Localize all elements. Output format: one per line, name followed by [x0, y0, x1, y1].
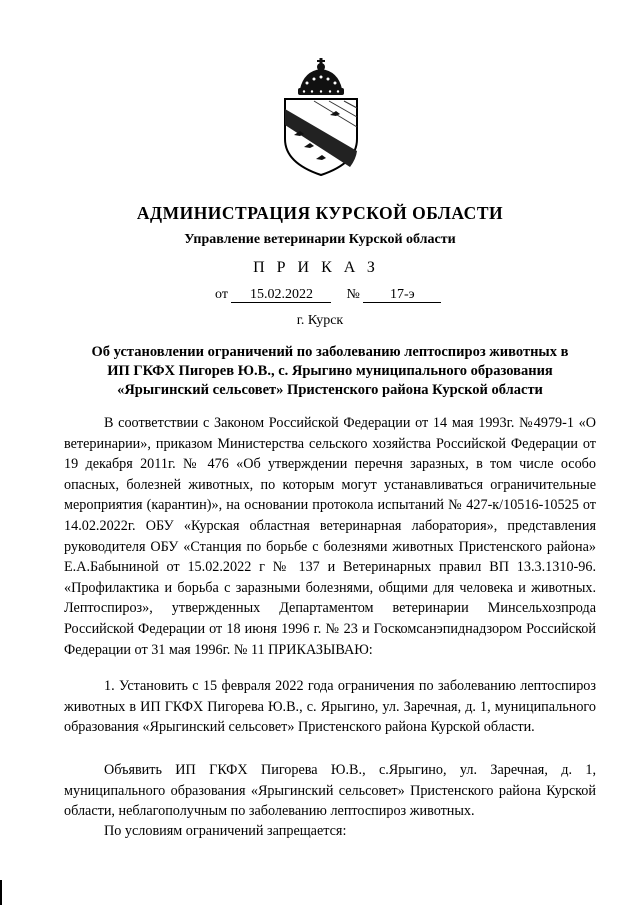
organization-title: АДМИНИСТРАЦИЯ КУРСКОЙ ОБЛАСТИ [136, 203, 504, 223]
number-prefix: № [346, 287, 360, 302]
order-item-1: 1. Установить с 15 февраля 2022 года ограничения по заболеванию лептоспироз животных в ИП ГКФХ Пигорева Ю.В., с. Ярыгино, ул. Заречная, д. 1, муниципального образования «Ярыгинский сельсовет» Пристенского района Курской области. [64, 678, 596, 736]
heading-line: Об установлении ограничений по заболеванию лептоспироз животных в [91, 344, 569, 360]
date-prefix: от [215, 287, 228, 302]
city: г. Курск [296, 313, 344, 328]
scan-edge-mark [0, 880, 2, 905]
order-number: 17-э [363, 288, 441, 303]
restrictions-intro: По условиям ограничений запрещается: [104, 823, 347, 839]
order-date: 15.02.2022 [231, 288, 331, 303]
preamble-paragraph: В соответствии с Законом Российской Федерации от 14 мая 1993г. №4979-1 «О ветеринарии», приказом Министерства сельского хозяйства Российской Федерации от 19 декабря 2011г. № 476 «Об утверждении перечня заразных, в том числе особо опасных, болезней животных, по которым могут устанавливаться ограничительные мероприятия (карантин)», на основании протокола испытаний № 427-к/10516-10525 от 14.02.2022г. ОБУ «Курская областная ветеринарная лаборатория», представления руководителя ОБУ «Станция по борьбе с болезнями животных Пристенского района» Е.А.Бабыниной от 15.02.2022 г № 137 и Ветеринарных правил ВП 13.3.1310-96. «Профилактика и борьба с заразными болезнями, общими для человека и животных. Лептоспироз», утвержденных Департаментом ветеринарии Минсельхозпрода Российской Федерации от 18 июня 1996 г. № 23 и Госкомсанэпиднадзором Российской Федерации от 31 мая 1996г. № 11 ПРИКАЗЫВАЮ: [64, 415, 596, 658]
department-subtitle: Управление ветеринарии Курской области [184, 232, 456, 247]
document-type: ПРИКАЗ [253, 259, 387, 276]
heading-line: ИП ГКФХ Пигорев Ю.В., с. Ярыгино муниципального образования [107, 363, 553, 379]
order-heading [70, 343, 590, 400]
order-date-number [215, 287, 441, 303]
heading-line: «Ярыгинский сельсовет» Пристенского района Курской области [117, 382, 543, 398]
coat-of-arms-icon [274, 55, 368, 177]
order-paragraph: Объявить ИП ГКФХ Пигорева Ю.В., с.Ярыгино, ул. Заречная, д. 1, муниципального образования «Ярыгинский сельсовет» Пристенского района Курской области, неблагополучным по заболеванию лептоспироз животных. [64, 762, 596, 820]
